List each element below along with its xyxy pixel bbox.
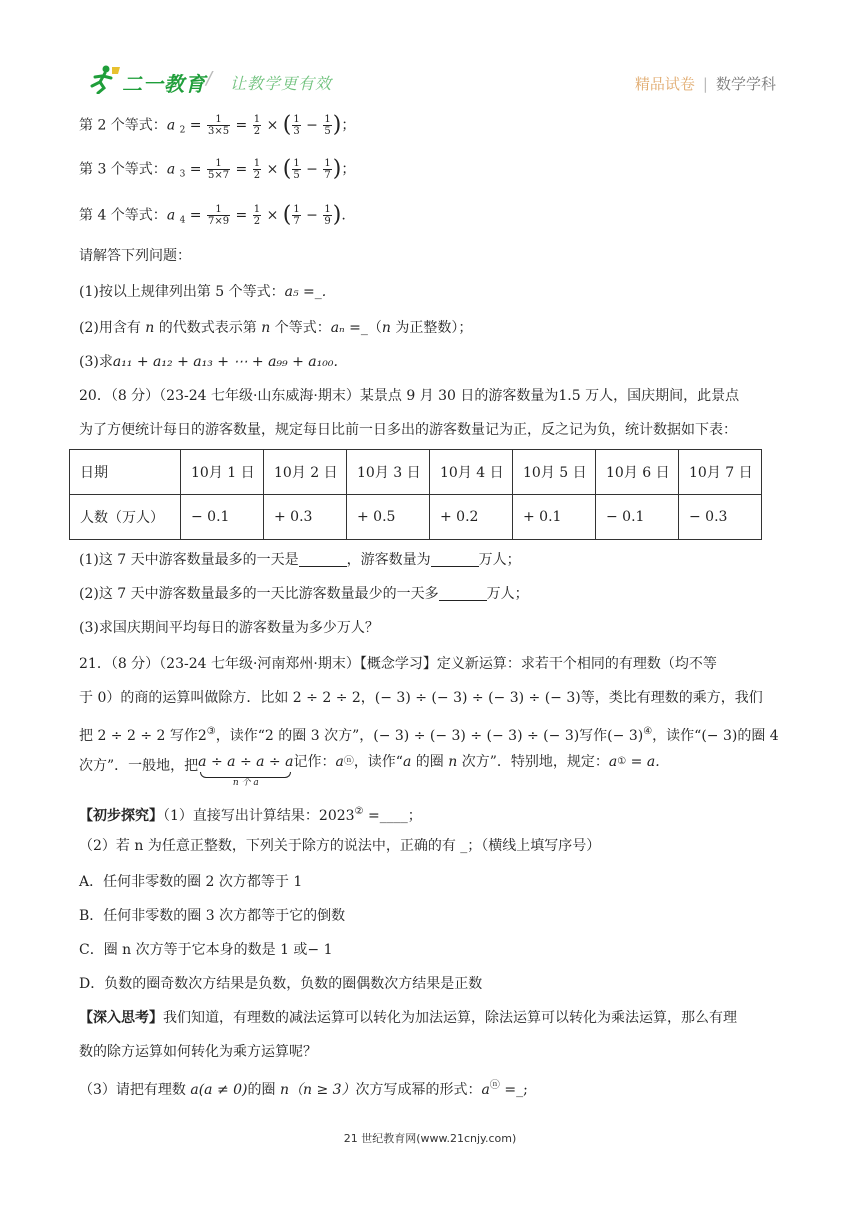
q19-part1: (1)按以上规律列出第 5 个等式：a₅ =_. xyxy=(79,284,327,300)
option-a: A．任何非零数的圈 2 次方都等于 1 xyxy=(79,874,303,890)
q19-intro: 请解答下列问题： xyxy=(79,248,191,264)
page-header xyxy=(0,0,860,108)
equation-3: 第 3 个等式：a $_3$ = $\frac{1}{5\times 7}$ = $\frac{1}{2}$ × ( $\frac{1}{5}$ − $\frac{1}{7}$ )； xyxy=(79,156,356,182)
q21-deep1: 【深入思考】我们知道，有理数的减法运算可以转化为加法运算，除法运算可以转化为乘法运算，那么有理 xyxy=(79,1010,737,1026)
table-row xyxy=(70,450,762,495)
equation-2: 第 2 个等式：a $_2$ = $\frac{1}{3\times 5}$ = $\frac{1}{2}$ × ( $\frac{1}{3}$ − $\frac{1}{5}$ )； xyxy=(79,112,356,138)
q20-part2: (2)这 7 天中游客数量最多的一天比游客数量最少的一天多 万人； xyxy=(79,586,529,602)
underbrace-expression: a ÷ a ÷ a ÷ a n 个 a xyxy=(198,754,294,788)
table-cell: 10月 7 日 xyxy=(679,450,762,495)
logo-slogan: 让教学更有效 xyxy=(230,74,333,93)
option-d: D．负数的圈奇数次方结果是负数，负数的圈偶数次方结果是正数 xyxy=(79,976,483,992)
runner-logo-icon xyxy=(86,64,122,94)
header-right xyxy=(635,73,776,94)
table-cell: 人数（万人） xyxy=(70,495,181,540)
option-b: B．任何非零数的圈 3 次方都等于它的倒数 xyxy=(79,908,346,924)
q21-line3: 把 2 ÷ 2 ÷ 2 写作2③，读作“2 的圈 3 次方”，(− 3) ÷ (− 3) ÷ (− 3) ÷ (− 3)写作(− 3)④，读作“(− 3)的圈 4 xyxy=(79,726,779,744)
table-cell: − 0.1 xyxy=(181,495,264,540)
equation-4: 第 4 个等式：a $_4$ = $\frac{1}{7\times 9}$ = $\frac{1}{2}$ × ( $\frac{1}{7}$ − $\frac{1}{9}$ ). xyxy=(79,202,346,228)
table-cell: 10月 1 日 xyxy=(181,450,264,495)
page-footer: 21 世纪教育网(www.21cnjy.com) xyxy=(343,1132,517,1145)
table-cell: − 0.3 xyxy=(679,495,762,540)
table-cell: + 0.1 xyxy=(513,495,596,540)
q20-part1: (1)这 7 天中游客数量最多的一天是 ，游客数量为 万人； xyxy=(79,552,521,568)
q20-part3: (3)求国庆期间平均每日的游客数量为多少万人？ xyxy=(79,620,379,636)
table-cell: + 0.2 xyxy=(430,495,513,540)
q21-line4: 次方”．一般地，把 a ÷ a ÷ a ÷ a n 个 a 记作：aⓝ，读作“a 的圈 n 次方”．特别地，规定：a① = a. xyxy=(79,754,660,788)
option-c: C．圈 n 次方等于它本身的数是 1 或− 1 xyxy=(79,942,333,958)
q21-part3: （3）请把有理数 a(a ≠ 0)的圈 n（n ≥ 3）次方写成幂的形式：aⓝ =_; xyxy=(79,1080,528,1098)
answer-blank xyxy=(299,552,347,567)
table-cell: 日期 xyxy=(70,450,181,495)
logo-text: 二一教育 xyxy=(122,72,206,96)
header-label-subject: 数学学科 xyxy=(715,75,776,93)
table-cell: + 0.5 xyxy=(347,495,430,540)
table-cell: − 0.1 xyxy=(596,495,679,540)
visitor-table xyxy=(69,449,762,540)
answer-blank xyxy=(439,586,487,601)
answer-blank xyxy=(431,552,479,567)
q21-line2: 于 0）的商的运算叫做除方．比如 2 ÷ 2 ÷ 2，(− 3) ÷ (− 3) ÷ (− 3) ÷ (− 3)等，类比有理数的乘方，我们 xyxy=(79,690,763,706)
table-cell: 10月 3 日 xyxy=(347,450,430,495)
table-cell: 10月 2 日 xyxy=(264,450,347,495)
table-cell: 10月 5 日 xyxy=(513,450,596,495)
q21-line1: 21．（8 分）（23-24 七年级·河南郑州·期末）【概念学习】定义新运算：求若干个相同的有理数（均不等 xyxy=(79,656,717,672)
q20-line1: 20．（8 分）（23-24 七年级·山东威海·期末）某景点 9 月 30 日的游客数量为1.5 万人，国庆期间，此景点 xyxy=(79,388,740,404)
header-label-premium: 精品试卷 xyxy=(634,75,695,93)
q21-explore1: 【初步探究】（1）直接写出计算结果：2023② =____； xyxy=(79,806,422,824)
q20-line2: 为了方便统计每日的游客数量，规定每日比前一日多出的游客数量记为正，反之记为负，统计数据如下表： xyxy=(79,422,737,438)
table-cell: 10月 4 日 xyxy=(430,450,513,495)
header-separator: | xyxy=(702,75,708,93)
q21-explore2: （2）若 n 为任意正整数，下列关于除方的说法中，正确的有 _；（横线上填写序号） xyxy=(79,838,601,854)
q19-part3: (3)求a₁₁ + a₁₂ + a₁₃ + ⋯ + a₉₉ + a₁₀₀. xyxy=(79,354,338,370)
q21-deep2: 数的除方运算如何转化为乘方运算呢？ xyxy=(79,1044,317,1060)
table-cell: 10月 6 日 xyxy=(596,450,679,495)
q19-part2: (2)用含有 n 的代数式表示第 n 个等式：aₙ =_（n 为正整数）； xyxy=(79,320,473,336)
table-cell: + 0.3 xyxy=(264,495,347,540)
table-row xyxy=(70,495,762,540)
logo-slash: / xyxy=(206,68,213,89)
